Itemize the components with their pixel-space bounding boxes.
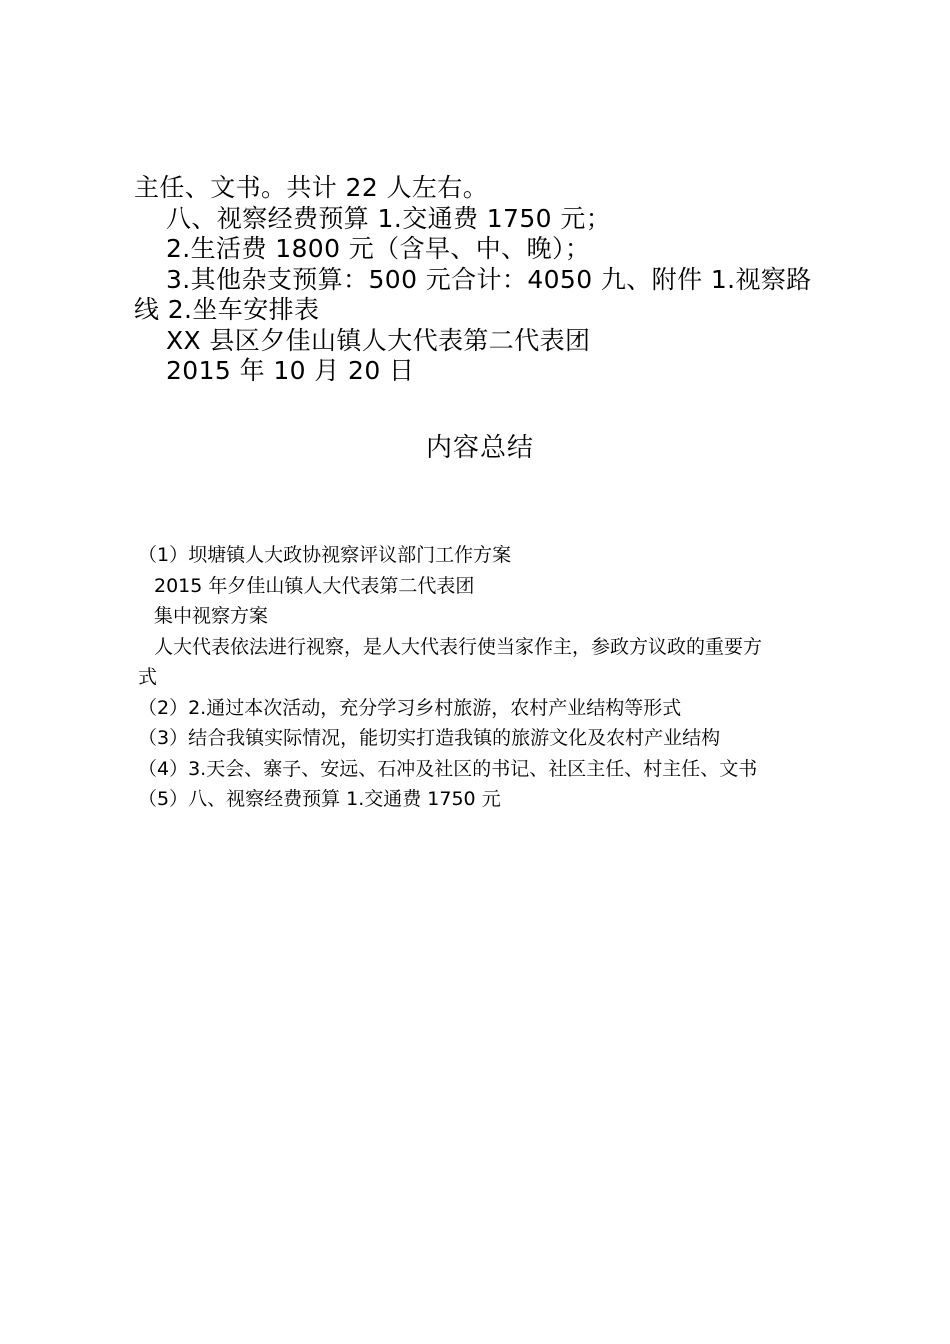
- summary-section: [138, 540, 828, 815]
- document-body: [134, 173, 824, 387]
- summary-line-7: （3）结合我镇实际情况，能切实打造我镇的旅游文化及农村产业结构: [138, 727, 721, 749]
- signature-date: 2015 年 10 月 20 日: [166, 356, 415, 385]
- summary-line-2: 2015 年夕佳山镇人大代表第二代表团: [154, 574, 475, 597]
- body-line-4: 3.其他杂支预算：500 元合计：4050 九、附件 1.视察路: [166, 264, 812, 294]
- summary-title: 内容总结: [425, 433, 534, 463]
- summary-line-4: 人大代表依法进行视察，是人大代表行使当家作主，参政方议政的重要方: [154, 635, 763, 658]
- summary-line-1: （1）坝塘镇人大政协视察评议部门工作方案: [138, 544, 512, 566]
- summary-line-9: （5）八、视察经费预算 1.交通费 1750 元: [138, 788, 501, 810]
- body-line-1: 主任、文书。共计 22 人左右。: [134, 173, 489, 202]
- body-line-5: 线 2.坐车安排表: [134, 295, 320, 324]
- summary-line-6: （2）2.通过本次活动，充分学习乡村旅游，农村产业结构等形式: [138, 696, 682, 719]
- summary-line-8: （4）3.天会、寨子、安远、石冲及社区的书记、社区主任、村主任、文书: [138, 757, 758, 780]
- summary-line-3: 集中视察方案: [154, 605, 269, 627]
- body-line-3: 2.生活费 1800 元（含早、中、晚）；: [166, 234, 591, 263]
- body-line-2: 八、视察经费预算 1.交通费 1750 元；: [166, 203, 612, 233]
- summary-line-5: 式: [138, 666, 158, 688]
- signature-organization: XX 县区夕佳山镇人大代表第二代表团: [166, 325, 591, 355]
